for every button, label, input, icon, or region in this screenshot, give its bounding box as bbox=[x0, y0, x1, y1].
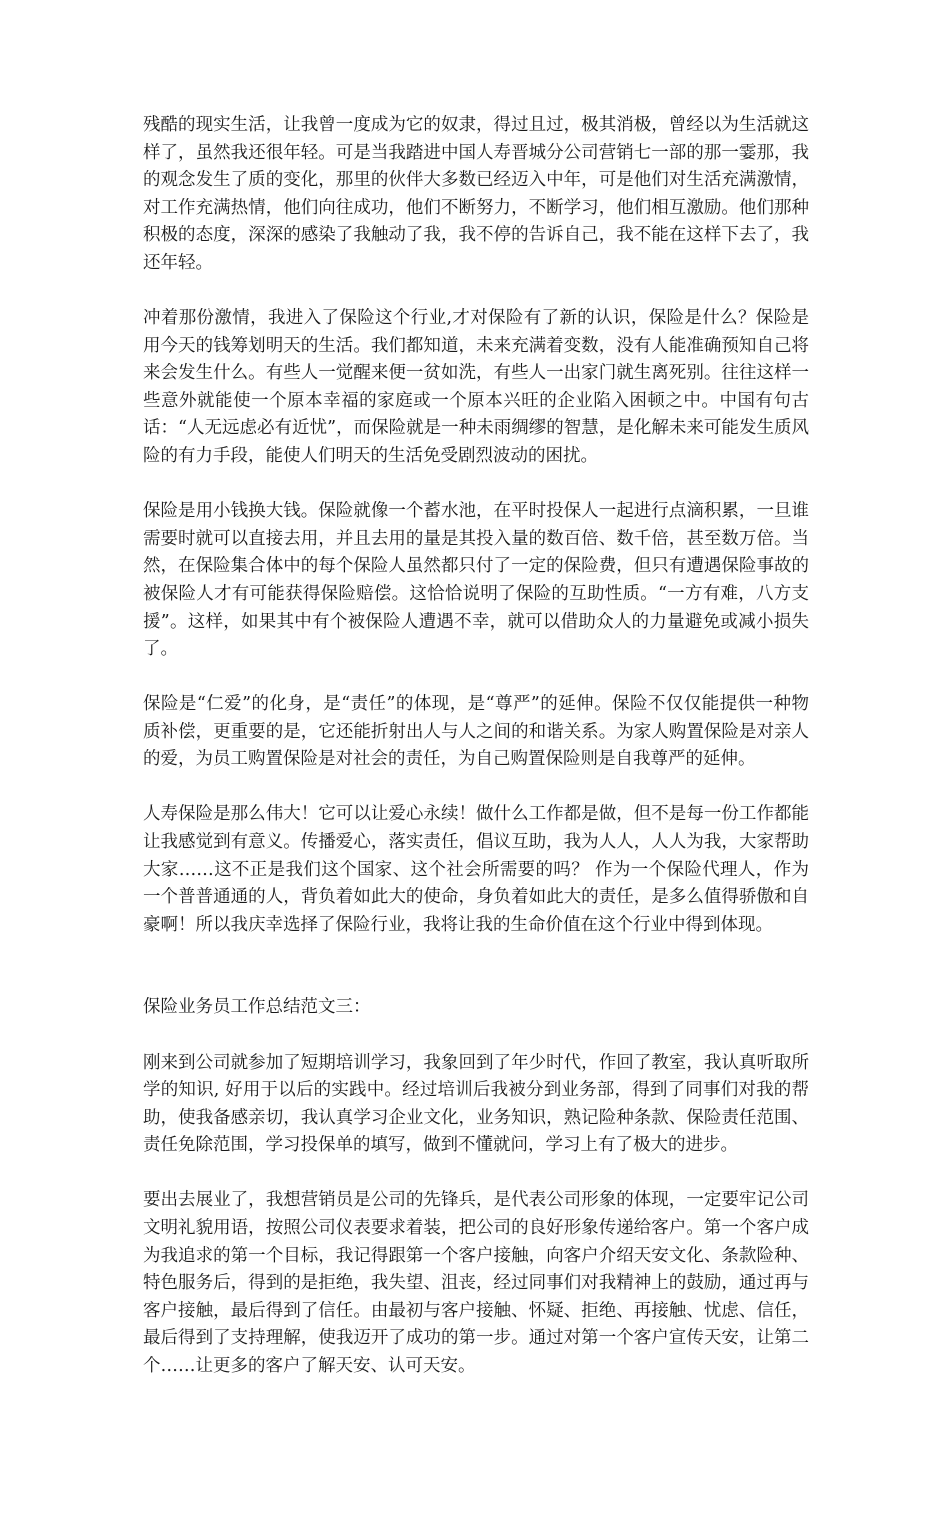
section-spacer bbox=[143, 939, 809, 994]
paragraph: 保险是“仁爱”的化身，是“责任”的体现，是“尊严”的延伸。保险不仅仅能提供一种物质补偿，更重要的是，它还能折射出人与人之间的和谐关系。为家人购置保险是对亲人的爱，为员工购置保险是对社会的责任，为自己购置保险则是自我尊严的延伸。 bbox=[143, 694, 809, 770]
section-heading: 保险业务员工作总结范文三： bbox=[143, 997, 371, 1018]
paragraph: 人寿保险是那么伟大！它可以让爱心永续！做什么工作都是做，但不是每一份工作都能让我感觉到有意义。传播爱心，落实责任，倡议互助，我为人人，人人为我，大家帮助大家……这不正是我们这个国家、这个社会所需要的吗？ 作为一个保险代理人，作为一个普普通通的人，背负着如此大的使命，身负着如此大的责任，是多么值得骄傲和自豪啊！所以我庆幸选择了保险行业，我将让我的生命价值在这个行业中得到体现。 bbox=[143, 804, 809, 935]
paragraph: 保险是用小钱换大钱。保险就像一个蓄水池，在平时投保人一起进行点滴积累，一旦谁需要时就可以直接去用，并且去用的量是其投入量的数百倍、数千倍，甚至数万倍。当然，在保险集合体中的每个保险人虽然都只付了一定的保险费，但只有遭遇保险事故的被保险人才有可能获得保险赔偿。这恰恰说明了保险的互助性质。“一方有难，八方支援”。这样，如果其中有个被保险人遭遇不幸，就可以借助众人的力量避免或减小损失了。 bbox=[143, 501, 809, 660]
paragraph: 冲着那份激情，我进入了保险这个行业,才对保险有了新的认识，保险是什么？保险是用今天的钱筹划明天的生活。我们都知道，未来充满着变数，没有人能准确预知自己将来会发生什么。有些人一觉醒来便一贫如洗，有些人一出家门就生离死别。往往这样一些意外就能使一个原本幸福的家庭或一个原本兴旺的企业陷入困顿之中。中国有句古话：“人无远虑必有近忧”，而保险就是一种未雨绸缪的智慧，是化解未来可能发生质风险的有力手段，能使人们明天的生活免受剧烈波动的困扰。 bbox=[143, 308, 809, 467]
document-body bbox=[143, 112, 809, 1473]
paragraph: 刚来到公司就参加了短期培训学习，我象回到了年少时代，作回了教室，我认真听取所学的知识, 好用于以后的实践中。经过培训后我被分到业务部，得到了同事们对我的帮助，使我备感亲切，我认真学习企业文化，业务知识，熟记险种条款、保险责任范围、责任免除范围，学习投保单的填写，做到不懂就问，学习上有了极大的进步。 bbox=[143, 1052, 809, 1156]
paragraph: 要出去展业了，我想营销员是公司的先锋兵，是代表公司形象的体现，一定要牢记公司文明礼貌用语，按照公司仪表要求着装，把公司的良好形象传递给客户。第一个客户成为我追求的第一个目标，我记得跟第一个客户接触，向客户介绍天安文化、条款险种、特色服务后，得到的是拒绝，我失望、沮丧，经过同事们对我精神上的鼓励，通过再与客户接触，最后得到了信任。由最初与客户接触、怀疑、拒绝、再接触、忧虑、信任，最后得到了支持理解，使我迈开了成功的第一步。通过对第一个客户宣传天安，让第二个……让更多的客户了解天安、认可天安。 bbox=[143, 1190, 809, 1376]
bottom-spacer bbox=[143, 1381, 809, 1473]
paragraph: 残酷的现实生活，让我曾一度成为它的奴隶，得过且过，极其消极，曾经以为生活就这样了，虽然我还很年轻。可是当我踏进中国人寿晋城分公司营销七一部的那一霎那，我的观念发生了质的变化，那里的伙伴大多数已经迈入中年，可是他们对生活充满激情，对工作充满热情，他们向往成功，他们不断努力，不断学习，他们相互激励。他们那种积极的态度，深深的感染了我触动了我，我不停的告诉自己，我不能在这样下去了，我还年轻。 bbox=[143, 115, 809, 273]
